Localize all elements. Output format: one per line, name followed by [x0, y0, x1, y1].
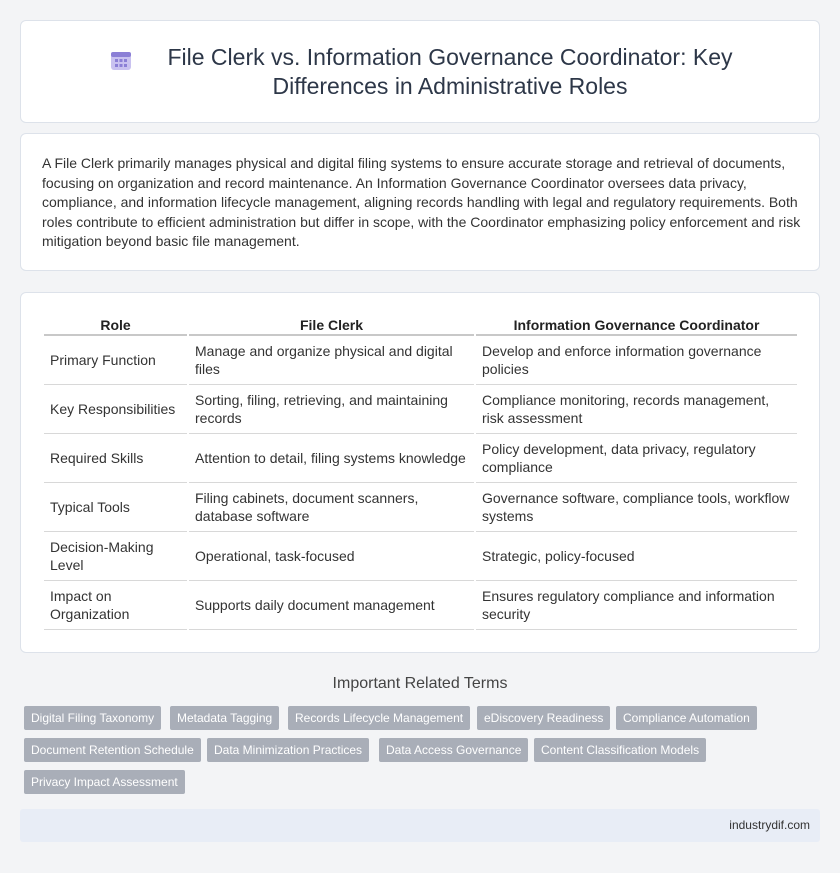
- row-label: Primary Function: [44, 336, 187, 385]
- tag-data-access-governance[interactable]: Data Access Governance: [379, 738, 528, 762]
- comparison-table: [42, 316, 799, 630]
- file-clerk-cell: Attention to detail, filing systems knowledge: [189, 434, 474, 483]
- row-label: Key Responsibilities: [44, 385, 187, 434]
- intro-paragraph: A File Clerk primarily manages physical and digital filing systems to ensure accurate storage and retrieval of documents, focusing on organization and record maintenance. An Information Governance Coordinator oversees data privacy, compliance, and information lifecycle management, aligning records handling with legal and regulatory requirements. Both roles contribute to efficient administration but differ in scope, with the Coordinator emphasizing policy enforcement and risk mitigation beyond basic file management.: [42, 155, 801, 249]
- file-clerk-cell: Supports daily document management: [189, 581, 474, 630]
- igc-cell: Governance software, compliance tools, workflow systems: [476, 483, 797, 532]
- file-clerk-cell: Filing cabinets, document scanners, database software: [189, 483, 474, 532]
- file-clerk-cell: Sorting, filing, retrieving, and maintaining records: [189, 385, 474, 434]
- table-header-row: [44, 316, 797, 336]
- file-clerk-cell: Manage and organize physical and digital files: [189, 336, 474, 385]
- header-role: Role: [44, 316, 187, 336]
- igc-cell: Compliance monitoring, records management, risk assessment: [476, 385, 797, 434]
- tag-data-minimization-practices[interactable]: Data Minimization Practices: [207, 738, 369, 762]
- igc-cell: Ensures regulatory compliance and information security: [476, 581, 797, 630]
- footer: [20, 809, 820, 842]
- table-row: [44, 434, 797, 483]
- related-terms-title: Important Related Terms: [332, 675, 508, 692]
- tag-digital-filing-taxonomy[interactable]: Digital Filing Taxonomy: [24, 706, 161, 730]
- page-title: File Clerk vs. Information Governance Coordinator: Key Differences in Administrative Roles: [167, 43, 733, 99]
- header-file-clerk: File Clerk: [189, 316, 474, 336]
- table-row: [44, 483, 797, 532]
- table-row: [44, 385, 797, 434]
- igc-cell: Strategic, policy-focused: [476, 532, 797, 581]
- comparison-table-card: [20, 292, 820, 653]
- igc-cell: Develop and enforce information governance policies: [476, 336, 797, 385]
- header-igc: Information Governance Coordinator: [476, 316, 797, 336]
- table-row: [44, 532, 797, 581]
- row-label: Typical Tools: [44, 483, 187, 532]
- row-label: Required Skills: [44, 434, 187, 483]
- intro-card: [20, 133, 820, 271]
- tag-content-classification-models[interactable]: Content Classification Models: [534, 738, 706, 762]
- tag-records-lifecycle-management[interactable]: Records Lifecycle Management: [288, 706, 470, 730]
- tag-document-retention-schedule[interactable]: Document Retention Schedule: [24, 738, 201, 762]
- tag-metadata-tagging[interactable]: Metadata Tagging: [170, 706, 279, 730]
- igc-cell: Policy development, data privacy, regulatory compliance: [476, 434, 797, 483]
- table-row: [44, 581, 797, 630]
- row-label: Decision-Making Level: [44, 532, 187, 581]
- tag-privacy-impact-assessment[interactable]: Privacy Impact Assessment: [24, 770, 185, 794]
- row-label: Impact on Organization: [44, 581, 187, 630]
- footer-site[interactable]: industrydif.com: [729, 818, 810, 832]
- file-clerk-cell: Operational, task-focused: [189, 532, 474, 581]
- tag-compliance-automation[interactable]: Compliance Automation: [616, 706, 757, 730]
- tag-ediscovery-readiness[interactable]: eDiscovery Readiness: [477, 706, 610, 730]
- table-row: [44, 336, 797, 385]
- title-card: [20, 20, 820, 123]
